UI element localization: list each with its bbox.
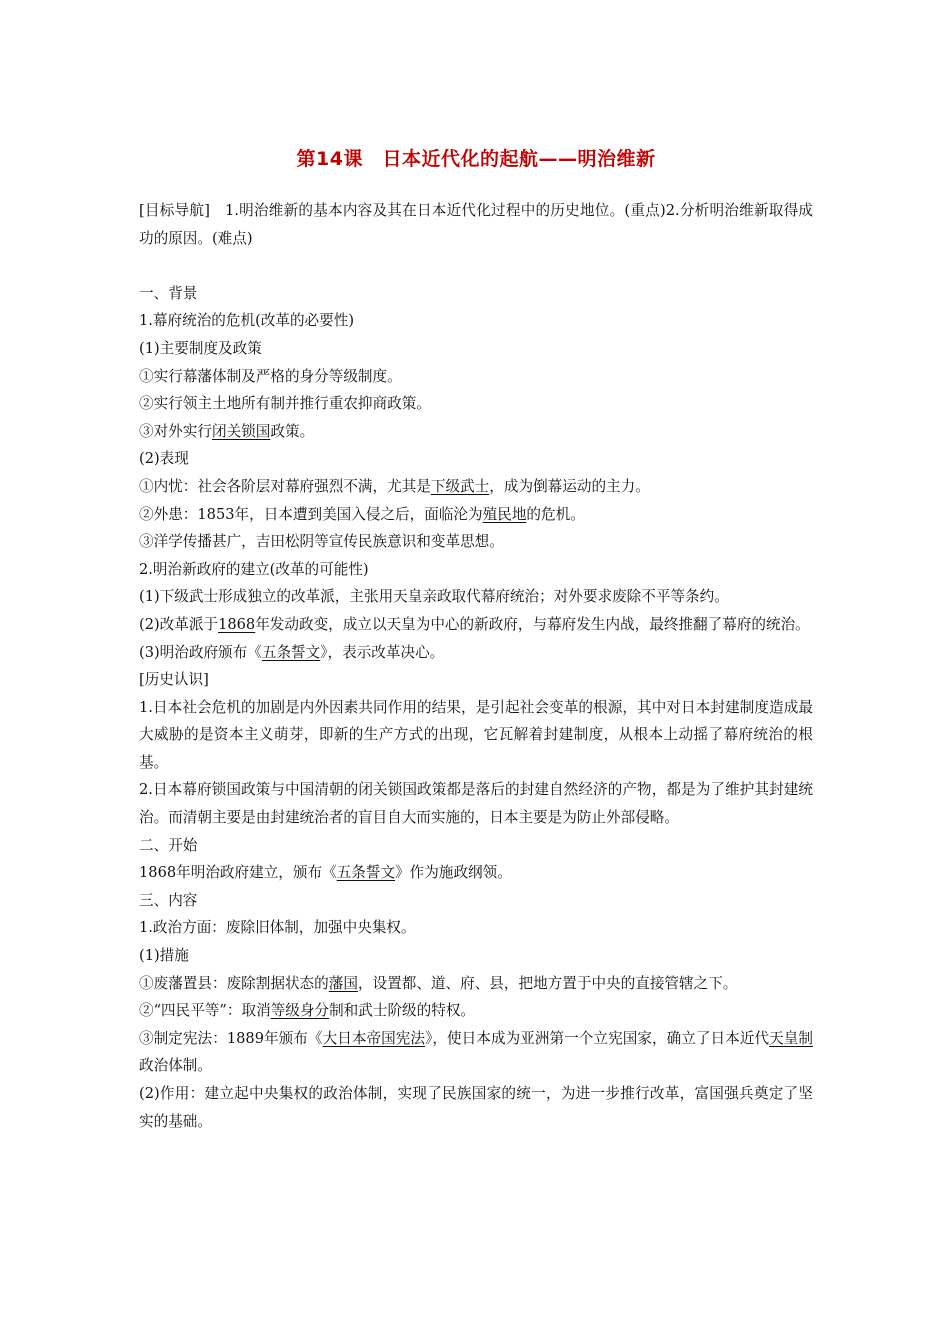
list-item: ①内忧：社会各阶层对幕府强烈不满，尤其是下级武士，成为倒幕运动的主力。 xyxy=(139,477,650,495)
underlined-term: 闭关锁国 xyxy=(211,422,271,440)
underlined-term: 大日本帝国宪法 xyxy=(322,1029,426,1047)
page-title: 第14课 日本近代化的起航——明治维新 xyxy=(296,148,656,170)
objectives-paragraph xyxy=(139,197,813,252)
subheading-crisis: 1.幕府统治的危机(改革的必要性) xyxy=(139,312,355,330)
list-item: ①实行幕藩体制及严格的身分等级制度。 xyxy=(139,367,402,385)
subheading-new-government: 2.明治新政府的建立(改革的可能性) xyxy=(139,560,369,578)
list-item: ②外患：1853年，日本遭到美国入侵之后，面临沦为殖民地的危机。 xyxy=(139,505,585,523)
insight-paragraph: 1.日本社会危机的加剧是内外因素共同作用的结果，是引起社会变革的根源，其中对日本封建制度造成最大威胁的是资本主义萌芽，即新的生产方式的出现，它瓦解着封建制度，从根本上动摇了幕府统治的根基。 xyxy=(139,698,813,771)
underlined-term: 藩国 xyxy=(328,974,358,992)
underlined-term: 五条誓文 xyxy=(336,864,396,882)
document-body xyxy=(139,197,813,1135)
list-item: ③洋学传播甚广，吉田松阴等宣传民族意识和变革思想。 xyxy=(139,533,504,551)
underlined-term: 1868 xyxy=(218,615,256,633)
paragraph: 1868年明治政府建立，颁布《五条誓文》作为施政纲领。 xyxy=(139,864,512,882)
objectives-text: 1.明治维新的基本内容及其在日本近代化过程中的历史地位。(重点)2.分析明治维新取得成功的原因。(难点) xyxy=(139,202,813,247)
subheading-politics: 1.政治方面：废除旧体制，加强中央集权。 xyxy=(139,919,416,937)
paragraph-gap xyxy=(139,252,813,280)
insight-label: [历史认识] xyxy=(139,671,209,689)
list-item: (1)下级武士形成独立的改革派，主张用天皇亲政取代幕府统治；对外要求废除不平等条约。 xyxy=(139,588,729,606)
underlined-term: 五条誓文 xyxy=(261,643,321,661)
list-item: ②“四民平等”：取消等级身分制和武士阶级的特权。 xyxy=(139,1002,476,1020)
insight-paragraph: 2.日本幕府锁国政策与中国清朝的闭关锁国政策都是落后的封建自然经济的产物，都是为了维护其封建统治。而清朝主要是由封建统治者的盲目自大而实施的，日本主要是为防止外部侵略。 xyxy=(139,781,813,827)
list-item: ③制定宪法：1889年颁布《大日本帝国宪法》，使日本成为亚洲第一个立宪国家，确立了日本近代天皇制政治体制。 xyxy=(139,1029,813,1075)
list-item: (2)作用：建立起中央集权的政治体制，实现了民族国家的统一，为进一步推行改革，富国强兵奠定了坚实的基础。 xyxy=(139,1085,813,1130)
section-heading-background: 一、背景 xyxy=(139,284,198,302)
underlined-term: 下级武士 xyxy=(430,477,490,495)
objectives-label: [目标导航] xyxy=(139,202,210,219)
list-item: (2)改革派于1868年发动政变，成立以天皇为中心的新政府，与幕府发生内战，最终推翻了幕府的统治。 xyxy=(139,615,810,633)
item-heading-measures: (1)措施 xyxy=(139,947,189,965)
underlined-term: 殖民地 xyxy=(482,505,527,523)
section-heading-content: 三、内容 xyxy=(139,891,198,909)
section-heading-start: 二、开始 xyxy=(139,836,198,854)
underlined-term: 天皇制 xyxy=(769,1029,813,1047)
list-item: ①废藩置县：废除割据状态的藩国，设置都、道、府、县，把地方置于中央的直接管辖之下。 xyxy=(139,974,738,992)
list-item: ②实行领主土地所有制并推行重农抑商政策。 xyxy=(139,395,431,413)
list-item: ③对外实行闭关锁国政策。 xyxy=(139,422,315,440)
underlined-term: 等级身分 xyxy=(270,1002,330,1020)
item-heading-systems: (1)主要制度及政策 xyxy=(139,339,262,357)
item-heading-manifestation: (2)表现 xyxy=(139,450,189,468)
list-item: (3)明治政府颁布《五条誓文》，表示改革决心。 xyxy=(139,643,445,661)
